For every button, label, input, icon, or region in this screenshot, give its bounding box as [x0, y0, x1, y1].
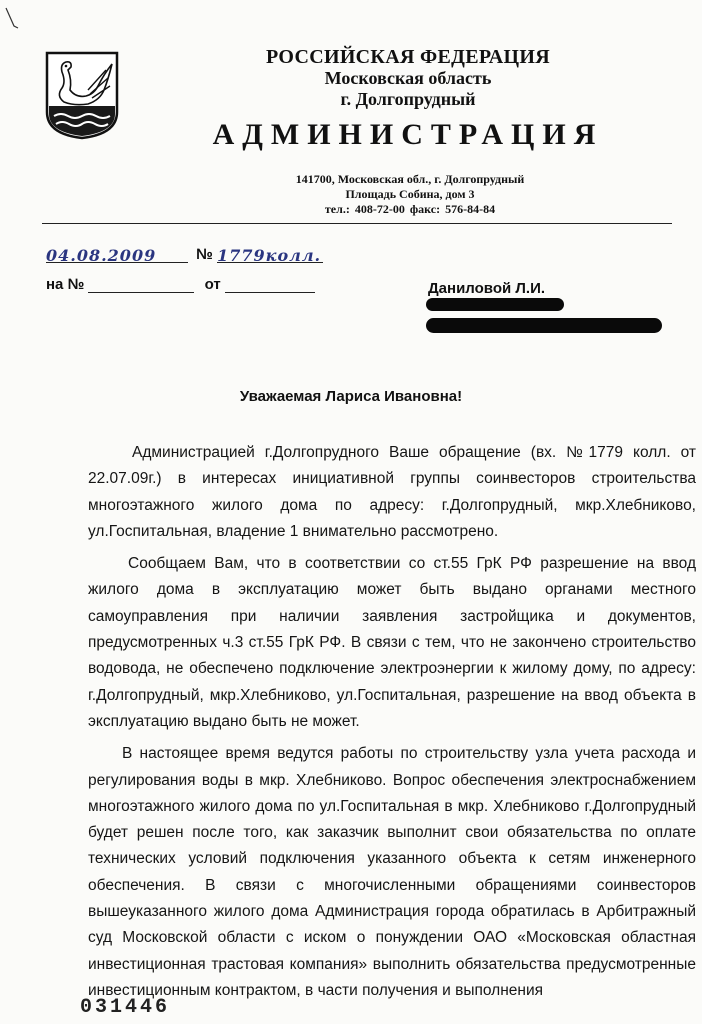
in-reply-number-blank	[88, 276, 194, 293]
handwritten-date: 04.08.2009	[46, 246, 157, 265]
country-name: РОССИЙСКАЯ ФЕДЕРАЦИЯ	[265, 46, 550, 68]
outgoing-reference	[46, 246, 323, 263]
address-line-2: Площадь Собина, дом 3	[345, 187, 475, 201]
body-paragraph-2: Сообщаем Вам, что в соответствии со ст.55 ГрК РФ разрешение на ввод жилого дома в эксплуатацию может быть выдано органами местного самоуправления при наличии заявления застройщика и документов, предусмотренных ч.3 ст.55 ГрК РФ. В связи с тем, что не закончено строительство водовода, не обеспечено подключение электроэнергии к жилому дому, по адресу: г.Долгопрудный, мкр.Хлебниково, ул.Госпитальная, разрешение на ввод объекта в эксплуатацию выдано быть не может.	[88, 555, 696, 730]
address-line-1: 141700, Московская обл., г. Долгопрудный	[295, 172, 525, 186]
letterhead	[210, 46, 606, 151]
letterhead-address	[270, 172, 550, 217]
salutation: Уважаемая Лариса Ивановна!	[239, 388, 463, 405]
redaction-bar	[426, 318, 662, 333]
document-serial-number: 031446	[80, 996, 171, 1019]
organization-title: АДМИНИСТРАЦИЯ	[212, 118, 604, 151]
body-paragraph-1: Администрацией г.Долгопрудного Ваше обращение (вх. №1779 колл. от 22.07.09г.) в интересах инициативной группы соинвесторов строительства многоэтажного жилого дома по адресу: г.Долгопрудный, мкр.Хлебниково, ул.Госпитальная, владение 1 внимательно рассмотрено.	[88, 444, 696, 540]
coat-of-arms-emblem	[44, 50, 120, 140]
phone-fax-line: тел.: 408-72-00 факс: 576-84-84	[324, 202, 496, 216]
pen-tick-mark	[4, 6, 20, 30]
region-name: Московская область	[324, 68, 492, 88]
from-date-blank	[225, 276, 315, 293]
letter-body	[88, 440, 696, 1010]
letterhead-divider	[42, 223, 672, 224]
in-reply-label: на №	[46, 276, 85, 293]
city-name: г. Долгопрудный	[340, 89, 476, 109]
body-paragraph-3: В настоящее время ведутся работы по строительству узла учета расхода и регулирования воды в мкр. Хлебниково. Вопрос обеспечения электроснабжением многоэтажного жилого дома по ул.Госпитальная в мкр. Хлебниково г.Долгопрудный будет решен после того, как заказчик выполнит свои обязательства по оплате технических условий подключения указанного объекта к сетям инженерного обеспечения. В связи с многочисленными обращениями соинвесторов вышеуказанного жилого дома Администрация города обратилась в Арбитражный суд Московской области с иском о понуждении ОАО «Московская областная инвестиционная трастовая компания» выполнить обязательства предусмотренные инвестиционным контрактом, в части получения и выполнения	[88, 745, 696, 999]
date-field	[46, 246, 188, 263]
redaction-bar	[426, 298, 564, 311]
from-label: от	[204, 276, 221, 293]
number-field	[217, 246, 323, 263]
handwritten-number: 1779колл.	[217, 246, 322, 265]
addressee-name: Даниловой Л.И.	[428, 280, 546, 297]
incoming-reference	[46, 276, 315, 293]
number-sign: №	[196, 246, 213, 263]
